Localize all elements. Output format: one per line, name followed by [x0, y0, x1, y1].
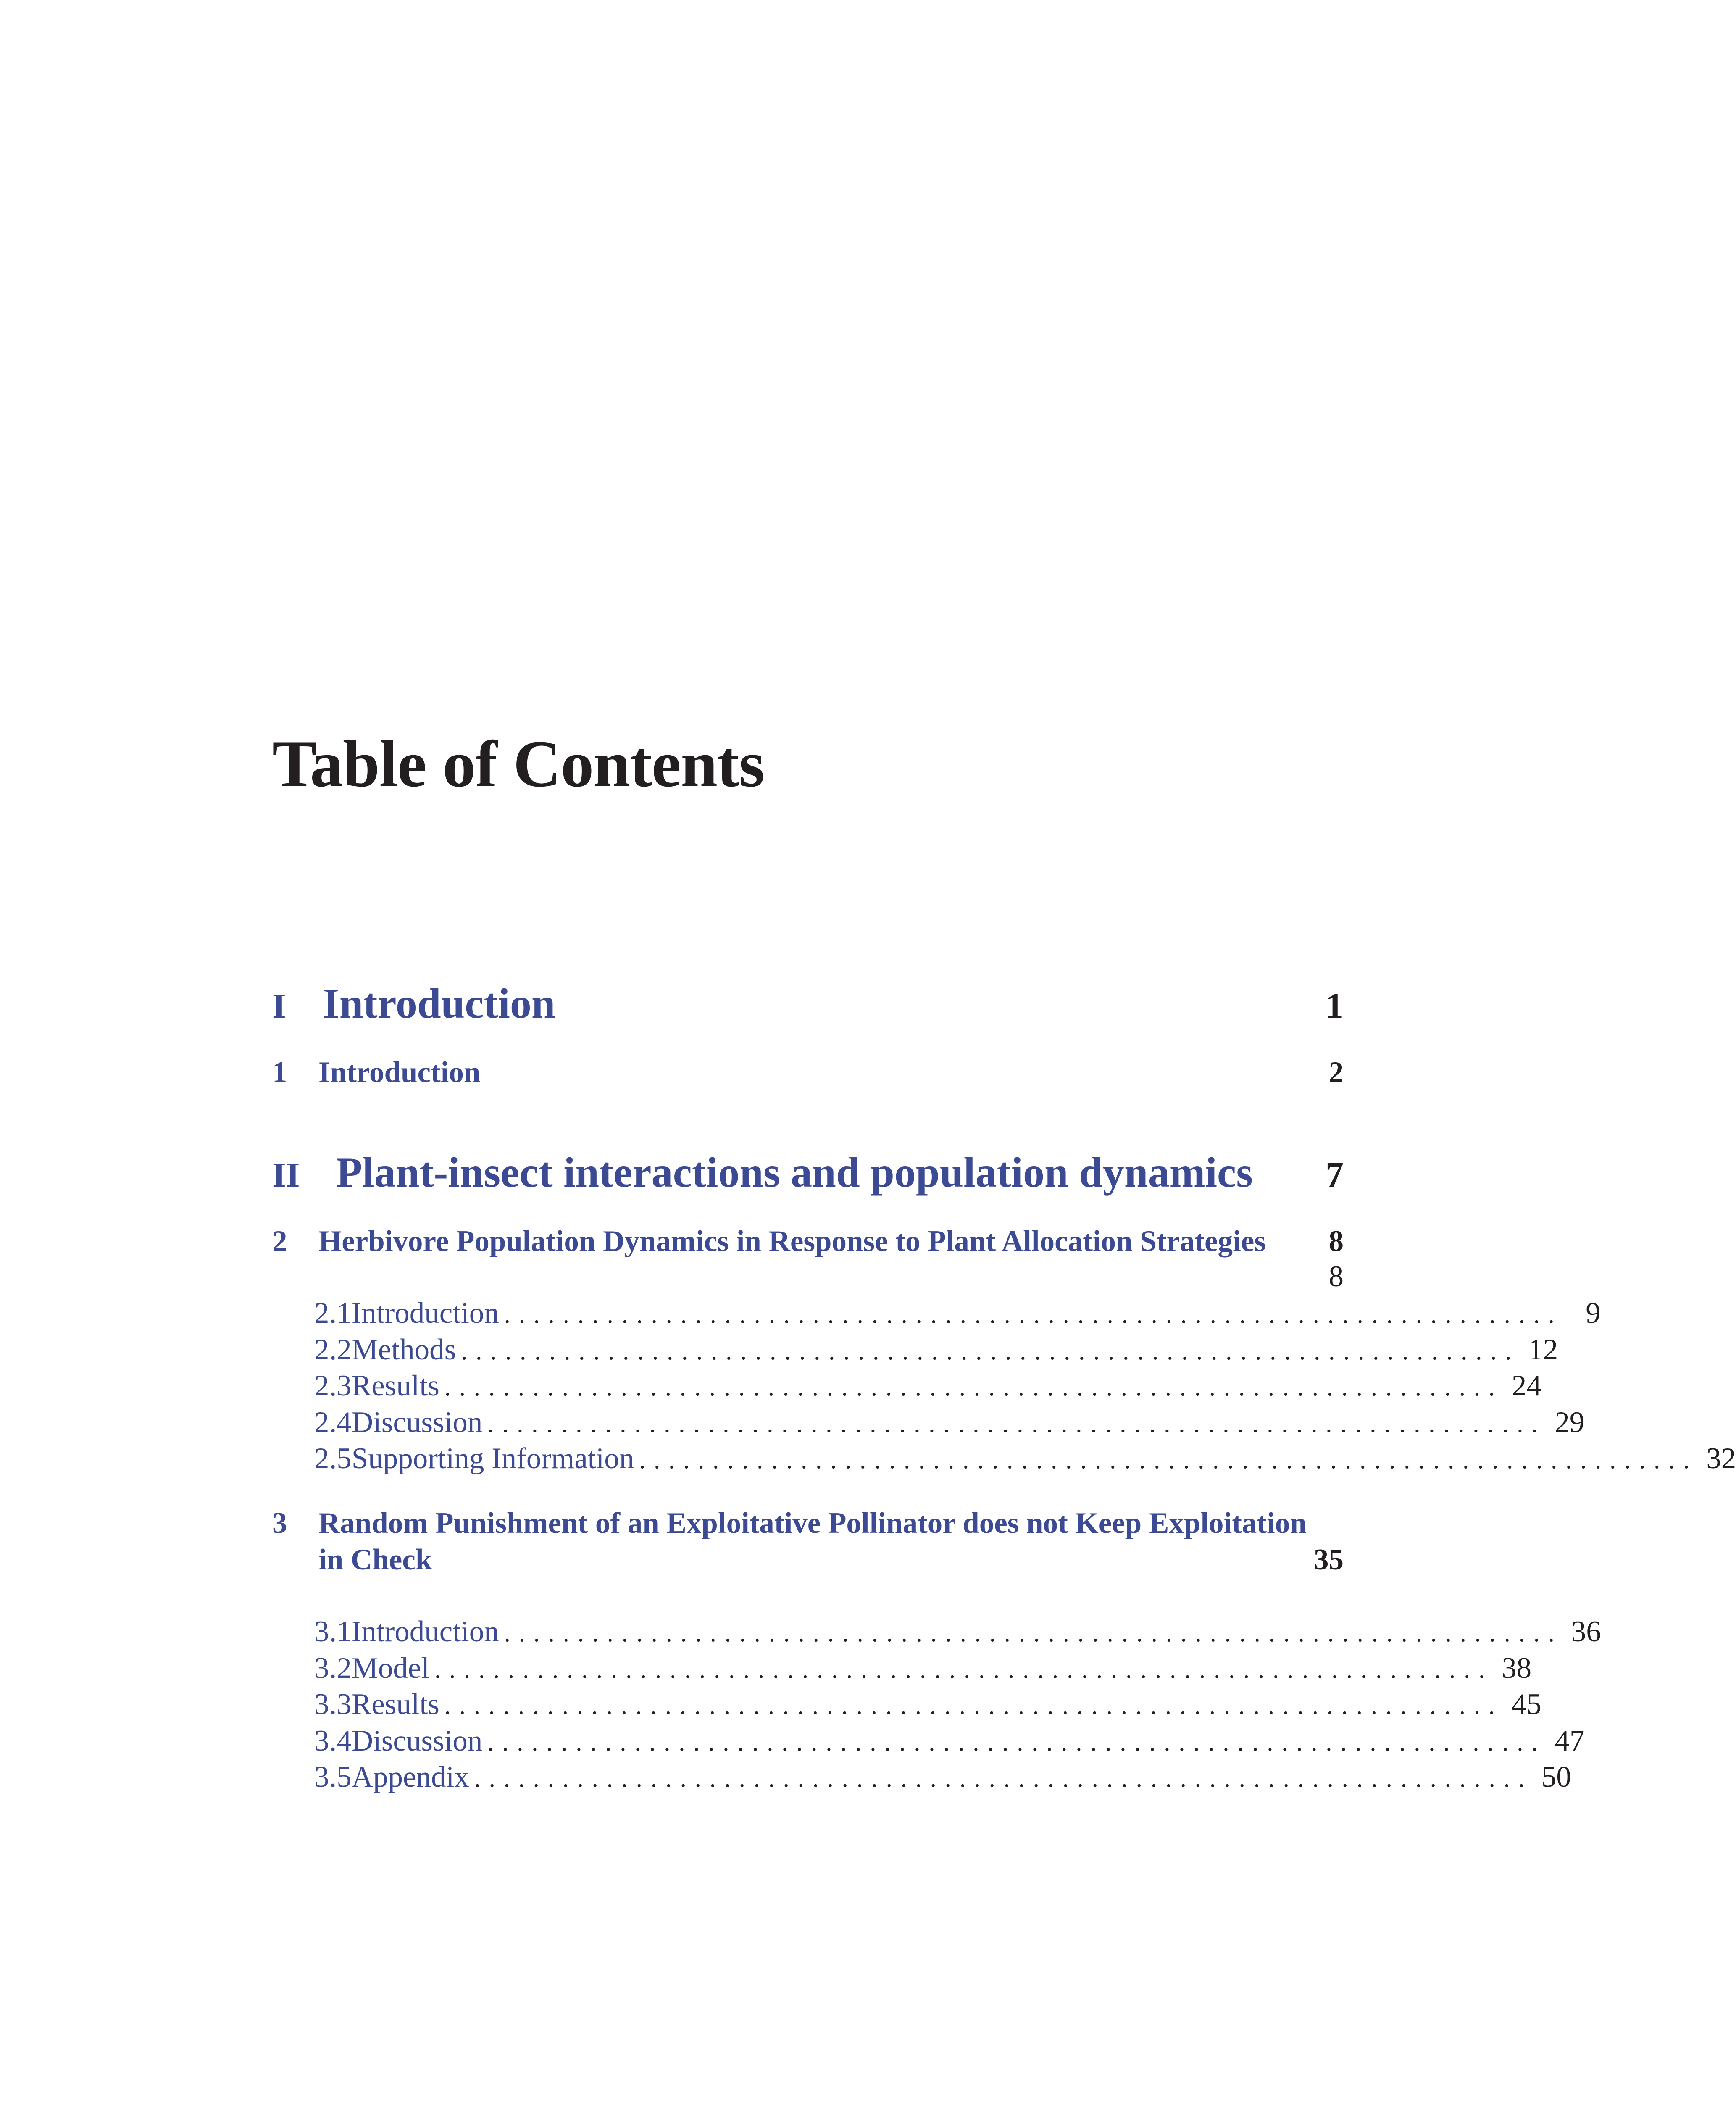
part-number: I	[272, 987, 286, 1026]
section-number: 2.5	[314, 1442, 352, 1475]
part-page: 7	[1326, 1154, 1344, 1195]
dot-leader: ........................................................................	[434, 1656, 1494, 1683]
toc-section[interactable]	[314, 1442, 1736, 1476]
section-number: 2.1	[314, 1297, 352, 1330]
section-link[interactable]: Results	[351, 1688, 439, 1721]
dot-leader: ........................................................................	[504, 1301, 1563, 1328]
section-number: 3.1	[314, 1615, 352, 1648]
dot-leader: ........................................................................	[474, 1764, 1533, 1792]
section-number: 3.5	[314, 1761, 352, 1793]
section-link[interactable]: Results	[351, 1369, 439, 1402]
dot-leader: ........................................................................	[444, 1373, 1503, 1401]
chapter-link[interactable]: Random Punishment of an Exploitative Pollinator does not Keep Exploitation	[318, 1507, 1307, 1540]
toc-section[interactable]	[314, 1333, 1558, 1367]
toc-page-number: 8	[1328, 1260, 1344, 1293]
chapter-page: 2	[1328, 1056, 1344, 1089]
section-page: 32	[1706, 1442, 1736, 1475]
toc-section[interactable]	[314, 1369, 1541, 1403]
section-number: 3.2	[314, 1652, 352, 1685]
section-page: 47	[1555, 1725, 1585, 1757]
section-number: 2.3	[314, 1369, 352, 1402]
section-link[interactable]: Introduction	[351, 1297, 499, 1330]
toc-section[interactable]	[314, 1296, 1601, 1330]
toc-section[interactable]	[314, 1406, 1585, 1440]
toc-section[interactable]	[314, 1688, 1541, 1722]
section-page: 38	[1502, 1652, 1532, 1685]
section-link[interactable]: Model	[351, 1652, 430, 1685]
toc-chapter-3[interactable]	[272, 1506, 1344, 1540]
section-link[interactable]: Supporting Information	[351, 1442, 634, 1475]
toc-section[interactable]	[314, 1651, 1532, 1685]
section-number: 3.3	[314, 1688, 352, 1721]
toc-section[interactable]	[314, 1615, 1601, 1649]
section-page: 24	[1511, 1369, 1541, 1402]
chapter-link-continued[interactable]: in Check	[318, 1543, 432, 1576]
toc-section[interactable]	[314, 1724, 1585, 1758]
section-number: 3.4	[314, 1725, 352, 1757]
chapter-number: 1	[272, 1056, 287, 1089]
section-page: 29	[1555, 1406, 1585, 1439]
part-page: 1	[1326, 985, 1344, 1026]
toc-chapter-2[interactable]	[272, 1224, 1344, 1258]
chapter-link[interactable]: Herbivore Population Dynamics in Response to Plant Allocation Strategies	[318, 1225, 1266, 1258]
part-link[interactable]: Plant-insect interactions and population dynamics	[336, 1149, 1253, 1196]
chapter-page: 35	[1314, 1543, 1344, 1576]
toc-part-1[interactable]	[272, 979, 1344, 1028]
toc-section[interactable]	[314, 1760, 1571, 1794]
section-link[interactable]: Discussion	[351, 1725, 483, 1757]
part-link[interactable]: Introduction	[323, 980, 555, 1027]
section-number: 2.4	[314, 1406, 352, 1439]
section-link[interactable]: Appendix	[351, 1761, 469, 1793]
page-title: Table of Contents	[272, 727, 765, 801]
section-link[interactable]: Methods	[351, 1333, 456, 1366]
section-link[interactable]: Introduction	[351, 1615, 499, 1648]
part-number: II	[272, 1156, 300, 1195]
chapter-number: 3	[272, 1507, 287, 1540]
section-page: 36	[1571, 1615, 1601, 1648]
dot-leader: ........................................................................	[487, 1410, 1547, 1438]
dot-leader: ........................................................................	[639, 1446, 1698, 1474]
chapter-page: 8	[1328, 1225, 1344, 1258]
dot-leader: ........................................................................	[444, 1692, 1503, 1719]
chapter-number: 2	[272, 1225, 287, 1258]
toc-chapter-3-line-2[interactable]	[272, 1543, 1344, 1577]
toc-chapter-1[interactable]	[272, 1056, 1344, 1090]
section-page: 9	[1586, 1297, 1601, 1330]
section-link[interactable]: Discussion	[351, 1406, 483, 1439]
section-page: 45	[1511, 1688, 1541, 1721]
toc-part-2[interactable]	[272, 1148, 1344, 1197]
dot-leader: ........................................................................	[487, 1728, 1547, 1756]
section-page: 50	[1541, 1761, 1571, 1793]
chapter-link[interactable]: Introduction	[318, 1056, 481, 1089]
section-number: 2.2	[314, 1333, 352, 1366]
dot-leader: ........................................................................	[461, 1337, 1520, 1365]
section-page: 12	[1528, 1333, 1558, 1366]
dot-leader: ........................................................................	[504, 1619, 1563, 1647]
